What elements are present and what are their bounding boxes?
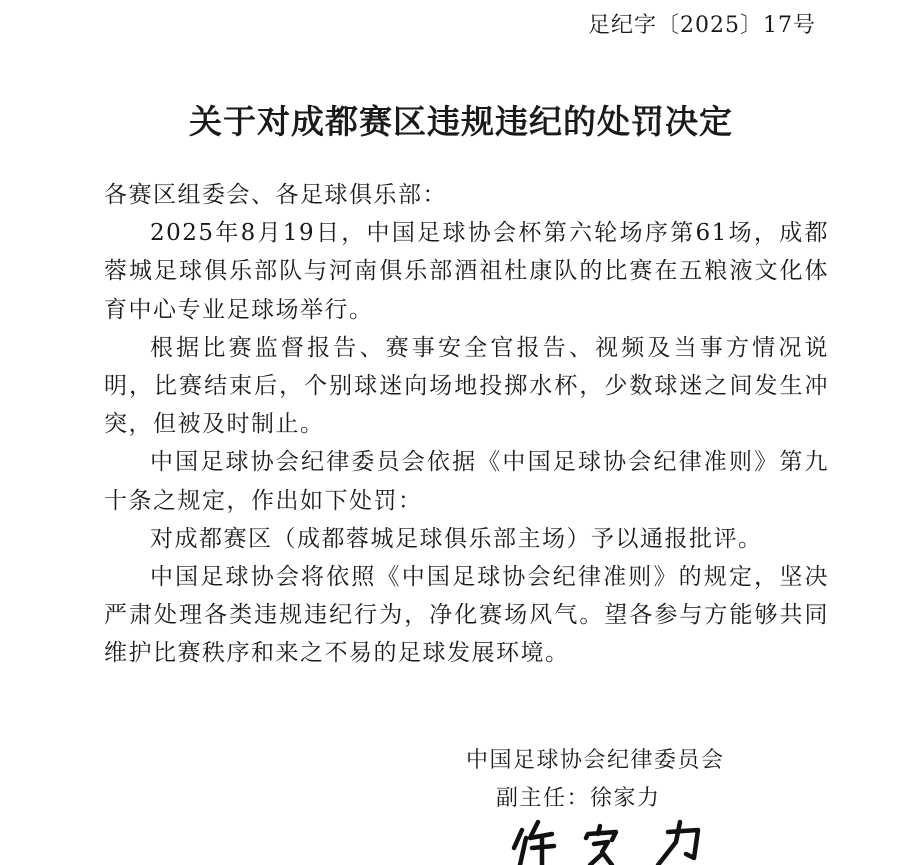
document-number: 足纪字〔2025〕17号 xyxy=(588,13,816,38)
signatory-block xyxy=(466,742,766,818)
paragraph-match-info: 2025年8月19日，中国足球协会杯第六轮场序第61场，成都蓉城足球俱乐部队与河南俱乐部酒祖杜康队的比赛在五粮液文化体育中心专业足球场举行。 xyxy=(104,220,829,323)
paragraph-basis: 中国足球协会纪律委员会依据《中国足球协会纪律准则》第九十条之规定，作出如下处罚： xyxy=(104,449,829,514)
paragraph-penalty: 对成都赛区（成都蓉城足球俱乐部主场）予以通报批评。 xyxy=(150,525,763,552)
paragraph-closing: 中国足球协会将依照《中国足球协会纪律准则》的规定，坚决严肃处理各类违规违纪行为，净化赛场风气。望各参与方能够共同维护比赛秩序和来之不易的足球发展环境。 xyxy=(104,564,829,667)
document-body xyxy=(104,176,829,673)
signatory-organization: 中国足球协会纪律委员会 xyxy=(466,748,725,773)
paragraph-incident: 根据比赛监督报告、赛事安全官报告、视频及当事方情况说明，比赛结束后，个别球迷向场地投掷水杯，少数球迷之间发生冲突，但被及时制止。 xyxy=(104,334,829,438)
signatory-role: 副主任：徐家力 xyxy=(496,786,661,811)
handwritten-signature xyxy=(508,818,718,865)
document-title: 关于对成都赛区违规违纪的处罚决定 xyxy=(189,102,733,141)
salutation: 各赛区组委会、各足球俱乐部： xyxy=(104,182,447,208)
